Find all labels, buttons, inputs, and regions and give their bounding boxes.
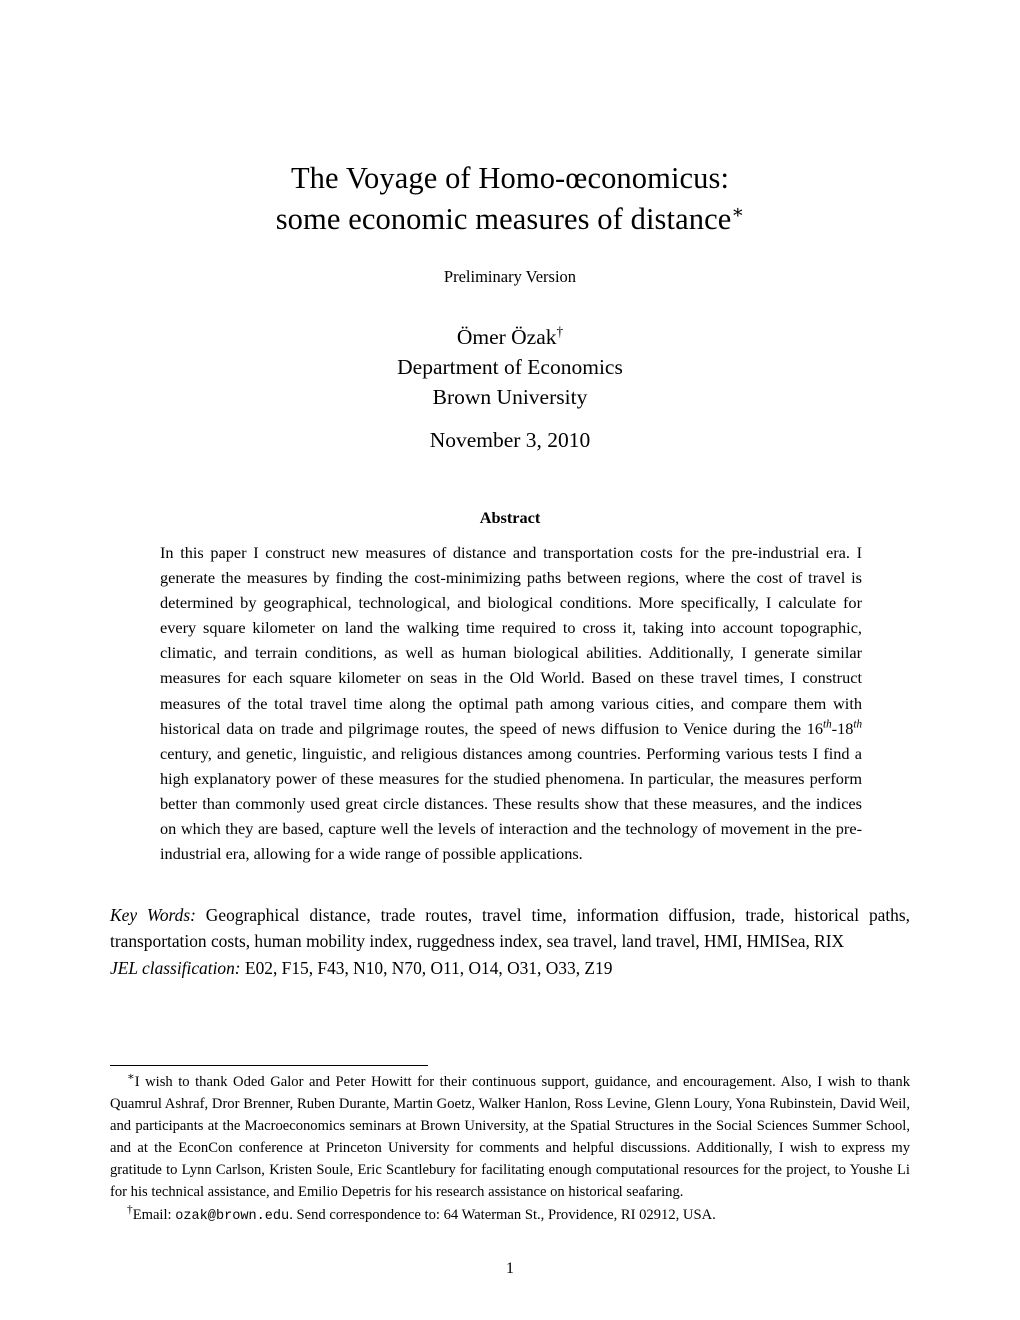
footnotes <box>110 1071 910 1228</box>
footnote-acknowledgements-text: I wish to thank Oded Galor and Peter Howitt for their continuous support, guidance, and encouragement. Also, I wish to thank Quamrul Ashraf, Dror Brenner, Ruben Durante, Martin Goetz, Walker Hanlon, Ross Levine, Glenn Loury, Yona Rubinstein, David Weil, and participants at the Macroeconomics seminars at Brown University, at the Spatial Structures in the Social Sciences Summer School, and at the EconCon conference at Princeton University for comments and helpful discussions. Additionally, I wish to express my gratitude to Lynn Carlson, Kristen Soule, Eric Scantlebury for facilitating enough computational resources for the project, to Youshe Li for his technical assistance, and Emilio Depetris for his research assistance on historical seafaring. <box>110 1074 910 1201</box>
jel-line <box>110 955 910 981</box>
century-range-second-superscript: th <box>853 718 862 731</box>
keywords-label: Key Words: <box>110 905 196 925</box>
author-email-address: ozak@brown.edu <box>175 1208 290 1224</box>
jel-text: E02, F15, F43, N10, N70, O11, O14, O31, O33, Z19 <box>240 957 613 978</box>
preliminary-version-label: Preliminary Version <box>443 267 577 286</box>
paper-title <box>0 158 1020 240</box>
century-range-first: 16 <box>806 718 824 738</box>
footnote-separator-rule <box>110 1065 428 1066</box>
title-line-2 <box>0 199 1020 240</box>
author-name-text: Ömer Özak <box>456 325 557 349</box>
page-number: 1 <box>505 1258 515 1277</box>
abstract-text-part-1: In this paper I construct new measures of distance and transportation costs for the pre-industrial era. I generate the measures by finding the cost-minimizing paths between regions, where the cost of travel is determined by geographical, technological, and biological conditions. More specifically, I calculate for every square kilometer on land the walking time required to cross it, taking into account topographic, climatic, and terrain conditions, as well as human biological abilities. Additionally, I generate similar measures for each square kilometer on seas in the Old World. Based on these travel times, I construct measures of the total travel time along the optimal path among various cities, and compare them with historical data on trade and pilgrimage routes, the speed of news diffusion to Venice during the <box>160 543 862 738</box>
affiliation-university: Brown University <box>432 385 588 409</box>
century-range-first-superscript: th <box>823 718 832 731</box>
keywords-and-jel-block <box>110 902 910 981</box>
footnote-acknowledgements <box>110 1071 910 1204</box>
affiliation-department: Department of Economics <box>397 355 623 379</box>
author-footnote-marker: † <box>556 323 564 339</box>
footnote-contact <box>110 1204 910 1228</box>
title-footnote-marker: ∗ <box>731 201 745 223</box>
title-line-2-text: some economic measures of distance <box>275 202 732 236</box>
century-range-dash: - <box>831 718 838 738</box>
abstract-text-part-2: century, and genetic, linguistic, and religious distances among countries. Performing various tests I find a high explanatory power of these measures for the studied phenomena. In particular, the measures perform better than commonly used great circle distances. These results show that these measures, and the indices on which they are based, capture well the levels of interaction and the technology of movement in the pre-industrial era, allowing for a wide range of possible applications. <box>160 743 862 864</box>
footnote-star-marker: ∗ <box>127 1071 135 1084</box>
publication-date: November 3, 2010 <box>429 428 591 452</box>
title-line-1: The Voyage of Homo-œconomicus: <box>290 161 730 195</box>
abstract-heading: Abstract <box>479 508 541 527</box>
author-block <box>0 322 1020 412</box>
jel-label: JEL classification: <box>110 957 241 978</box>
century-range-second: 18 <box>837 718 854 738</box>
keywords-text: Geographical distance, trade routes, travel time, information diffusion, trade, historical paths, transportation costs, human mobility index, ruggedness index, sea travel, land travel, HMI, HMISea, RIX <box>110 905 910 952</box>
footnote-correspondence-text: . Send correspondence to: 64 Waterman St., Providence, RI 02912, USA. <box>289 1206 716 1223</box>
abstract-body <box>160 540 862 866</box>
footnote-dagger-marker: † <box>127 1203 133 1216</box>
footnote-email-prefix: Email: <box>132 1206 176 1223</box>
keywords-line <box>110 902 910 955</box>
author-name <box>0 322 1020 352</box>
